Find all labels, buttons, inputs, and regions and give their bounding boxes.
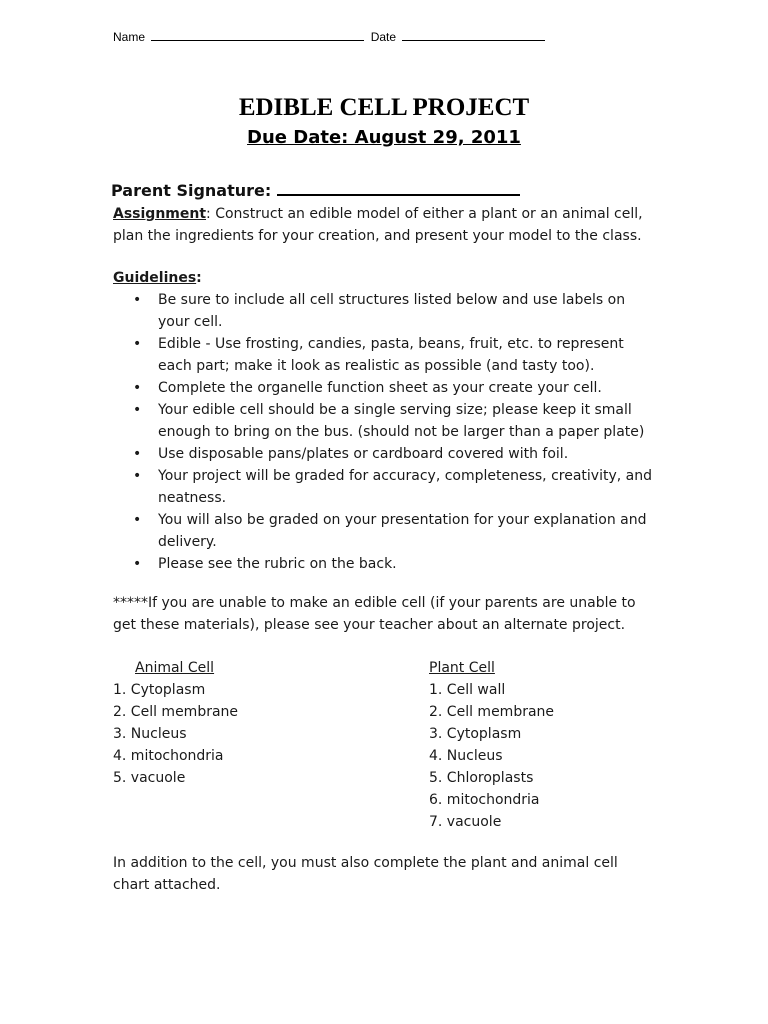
guideline-item: • Use disposable pans/plates or cardboard covered with foil. — [113, 443, 653, 465]
name-label: Name — [113, 30, 146, 44]
parent-signature-label: Parent Signature: — [111, 181, 272, 200]
alternate-project-note: *****If you are unable to make an edible cell (if your parents are unable to get these materials), please see your teacher about an alternate project. — [113, 595, 636, 633]
date-label: Date — [370, 30, 397, 44]
name-date-header — [113, 29, 545, 44]
plant-cell-item: 2. Cell membrane — [429, 704, 555, 720]
plant-cell-item: 3. Cytoplasm — [429, 726, 522, 742]
guideline-item: • Edible - Use frosting, candies, pasta, beans, fruit, etc. to represent each part; make it look as realistic as possible (and tasty too). — [113, 333, 653, 377]
plant-cell-list — [429, 657, 554, 833]
animal-cell-item: 5. vacuole — [113, 770, 186, 786]
closing-paragraph: In addition to the cell, you must also complete the plant and animal cell chart attached. — [113, 855, 618, 893]
due-date: Due Date: August 29, 2011 — [247, 127, 521, 148]
assignment-paragraph — [113, 203, 653, 247]
animal-cell-item: 2. Cell membrane — [113, 704, 239, 720]
guideline-item: • Complete the organelle function sheet as your create your cell. — [113, 377, 653, 399]
guidelines-colon: : — [196, 270, 202, 286]
animal-cell-item: 1. Cytoplasm — [113, 682, 206, 698]
name-blank-line — [151, 29, 364, 41]
guidelines-list — [113, 289, 653, 575]
page-title: EDIBLE CELL PROJECT — [238, 94, 530, 121]
animal-cell-heading: Animal Cell — [135, 660, 215, 676]
guideline-item: • Your edible cell should be a single serving size; please keep it small enough to bring on the bus. (should not be larger than a paper plate) — [113, 399, 653, 443]
plant-cell-item: 7. vacuole — [429, 814, 502, 830]
assignment-text: : Construct an edible model of either a plant or an animal cell, plan the ingredients for your creation, and present your model to the class. — [113, 206, 643, 244]
date-blank-line — [402, 29, 545, 41]
plant-cell-item: 6. mitochondria — [429, 792, 540, 808]
guideline-item: • Please see the rubric on the back. — [113, 553, 653, 575]
animal-cell-item: 3. Nucleus — [113, 726, 187, 742]
guidelines-heading — [113, 267, 653, 289]
animal-cell-list — [113, 657, 238, 789]
plant-cell-heading: Plant Cell — [429, 660, 495, 676]
plant-cell-item: 4. Nucleus — [429, 748, 503, 764]
guideline-item: • You will also be graded on your presentation for your explanation and delivery. — [113, 509, 653, 553]
signature-blank-line — [277, 180, 520, 196]
plant-cell-item: 5. Chloroplasts — [429, 770, 534, 786]
guideline-item: • Your project will be graded for accuracy, completeness, creativity, and neatness. — [113, 465, 653, 509]
parent-signature — [111, 180, 520, 200]
guideline-item: • Be sure to include all cell structures listed below and use labels on your cell. — [113, 289, 653, 333]
animal-cell-item: 4. mitochondria — [113, 748, 224, 764]
guidelines-label: Guidelines — [113, 270, 197, 286]
assignment-label: Assignment — [113, 206, 207, 222]
plant-cell-item: 1. Cell wall — [429, 682, 506, 698]
